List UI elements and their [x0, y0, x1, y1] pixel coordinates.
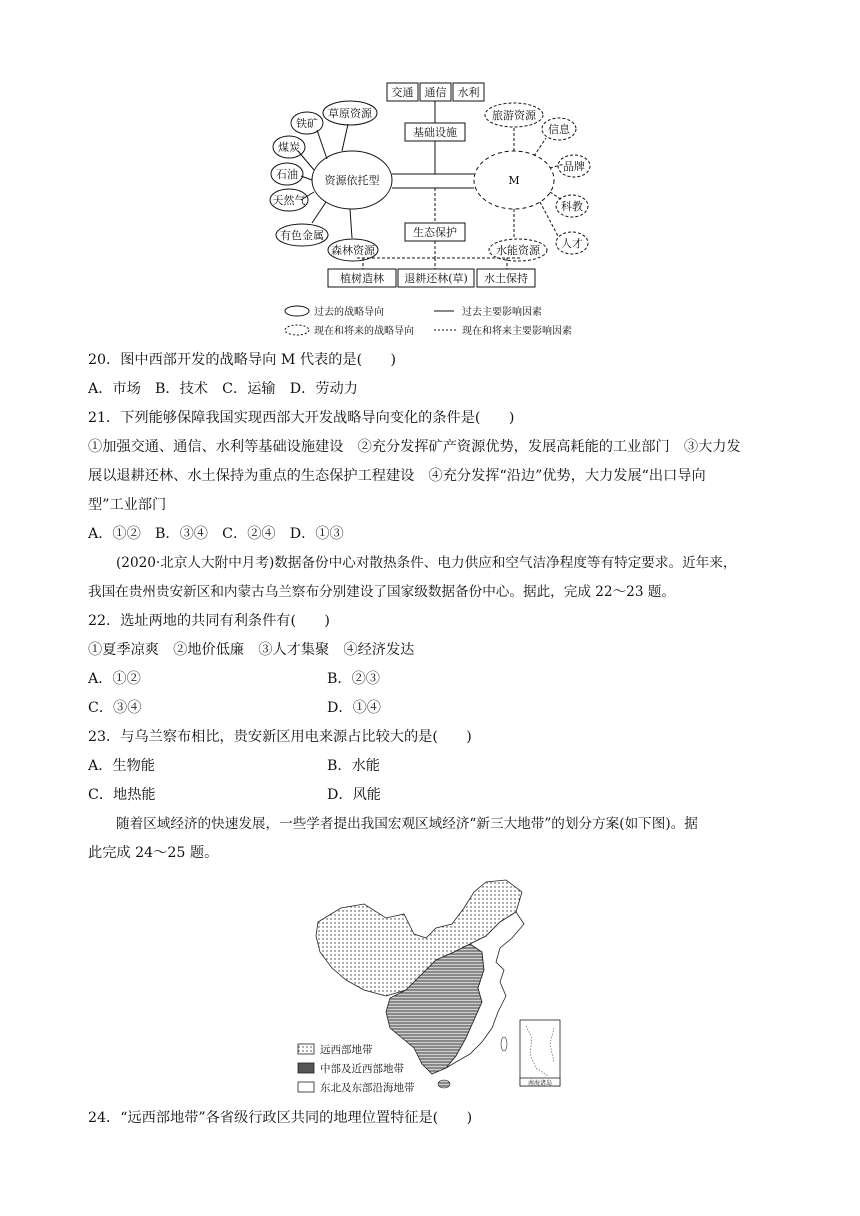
map-legend-central: 中部及近西部地带 [320, 1063, 404, 1075]
q22-option-c: C．③④ [88, 700, 142, 716]
node-metal: 有色金属 [280, 229, 324, 242]
node-brand: 品牌 [563, 160, 585, 173]
node-hydro: 水能资源 [496, 244, 540, 257]
node-iron: 铁矿 [296, 117, 318, 130]
box-return-forest: 退耕还林(草) [404, 272, 468, 285]
legend-future-strategy: 现在和将来的战略导向 [314, 326, 414, 337]
taiwan-island [501, 1037, 507, 1051]
node-science: 科教 [561, 200, 583, 213]
q20-options: A．市场 B．技术 C．运输 D．劳动力 [88, 381, 358, 397]
china-map [286, 878, 576, 1100]
q23-option-b: B．水能 [327, 758, 380, 774]
q24-stem: 24．“远西部地带”各省级行政区共同的地理位置特征是( ) [88, 1110, 473, 1126]
q20-stem: 20．图中西部开发的战略导向 M 代表的是( ) [88, 352, 397, 368]
q21-stem: 21．下列能够保障我国实现西部大开发战略导向变化的条件是( ) [88, 410, 515, 426]
q22-option-a: A．①② [88, 671, 141, 687]
q21-line1: ①加强交通、通信、水利等基础设施建设 ②充分发挥矿产资源优势，发展高耗能的工业部门 ③大力发 [88, 439, 741, 455]
box-transport: 交通 [391, 86, 414, 99]
q22-items: ①夏季凉爽 ②地价低廉 ③人才集聚 ④经济发达 [88, 642, 415, 658]
passage2-line2: 此完成 24～25 题。 [88, 845, 219, 861]
q23-stem: 23．与乌兰察布相比，贵安新区用电来源占比较大的是( ) [88, 729, 472, 745]
resource-label: 资源依托型 [324, 174, 380, 187]
inset-label: 南海诸岛 [527, 1080, 553, 1087]
node-coal: 煤炭 [278, 141, 300, 154]
q22-option-d: D．①④ [327, 700, 381, 716]
map-legend-far-west: 远西部地带 [320, 1044, 373, 1056]
box-water: 水利 [457, 86, 480, 99]
legend-past-strategy: 过去的战略导向 [314, 307, 384, 318]
q23-option-a: A．生物能 [88, 758, 155, 774]
eco-label: 生态保护 [413, 226, 457, 239]
passage2-line1: 随着区域经济的快速发展，一些学者提出我国宏观区域经济“新三大地带”的划分方案(如下图)。据 [116, 816, 698, 832]
q23-option-c: C．地热能 [88, 787, 156, 803]
q23-option-d: D．风能 [327, 787, 381, 803]
q22-stem: 22．选址两地的共同有利条件有( ) [88, 613, 330, 629]
m-label: M [508, 174, 520, 187]
passage1-line1: (2020·北京人大附中月考)数据备份中心对散热条件、电力供应和空气洁净程度等有特定要求。近年来， [116, 555, 737, 571]
top-boxes [387, 83, 484, 101]
node-gas: 天然气 [272, 194, 306, 207]
q21-line3: 型”工业部门 [88, 497, 167, 513]
node-oil: 石油 [276, 168, 298, 181]
strategy-diagram [262, 80, 598, 342]
node-tourism: 旅游资源 [492, 109, 536, 122]
map-legend-east: 东北及东部沿海地带 [320, 1082, 415, 1094]
infra-label: 基础设施 [413, 126, 457, 139]
south-china-sea-inset [520, 1020, 560, 1086]
box-communication: 通信 [424, 86, 447, 99]
box-soil: 水土保持 [484, 272, 528, 285]
q21-options: A．①② B．③④ C．②④ D．①③ [88, 526, 344, 542]
hainan-island [438, 1080, 450, 1088]
q21-line2: 展以退耕还林、水土保持为重点的生态保护工程建设 ④充分发挥“沿边”优势，大力发展“出口导向 [88, 468, 706, 484]
legend-past-factor: 过去主要影响因素 [462, 307, 542, 318]
box-afforest: 植树造林 [340, 272, 384, 285]
passage1-line2: 我国在贵州贵安新区和内蒙古乌兰察布分别建设了国家级数据备份中心。据此，完成 22～23 题。 [88, 584, 675, 600]
q22-option-b: B．②③ [327, 671, 380, 687]
legend-future-factor: 现在和将来主要影响因素 [462, 326, 572, 337]
node-grassland: 草原资源 [328, 107, 372, 120]
node-info: 信息 [548, 123, 570, 136]
node-forest: 森林资源 [331, 244, 375, 257]
node-talent: 人才 [561, 237, 583, 250]
